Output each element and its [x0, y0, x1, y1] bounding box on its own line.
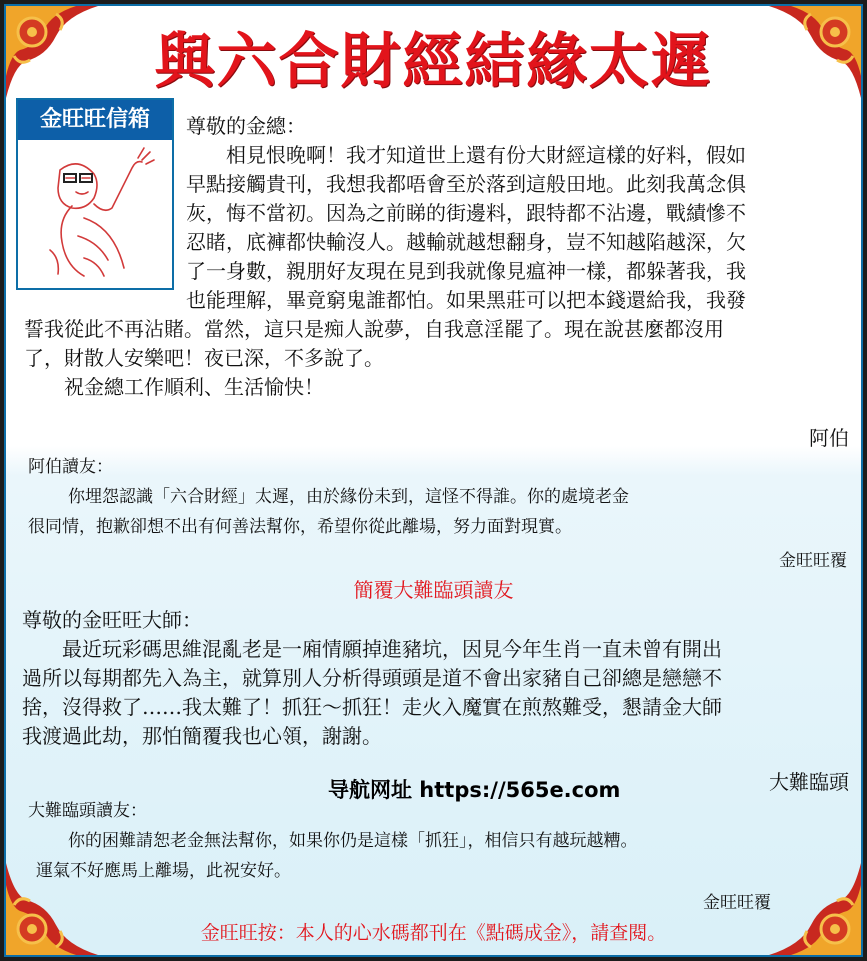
reply-salutation: 阿伯讀友： — [28, 457, 113, 477]
letter-line: 我渡過此劫，那怕簡覆我也心領，謝謝。 — [22, 724, 382, 748]
letter-line: 過所以每期都先入為主，就算別人分析得頭頭是道不會出家豬自己卻總是戀戀不 — [22, 666, 722, 690]
mailbox-badge — [16, 98, 174, 290]
letter-salutation: 尊敬的金旺旺大師： — [22, 608, 202, 632]
letter-closing: 祝金總工作順利、生活愉快！ — [64, 375, 324, 399]
letter-signature: 大難臨頭 — [769, 770, 849, 794]
page-title: 與六合財經結緣太遲 — [154, 27, 713, 97]
letter-line: 捨，沒得救了……我太難了！抓狂～抓狂！走火入魔實在煎熬難受，懇請金大師 — [22, 695, 722, 719]
footer-note: 金旺旺按：本人的心水碼都刊在《點碼成金》，請查閱。 — [200, 922, 667, 944]
reply-line: 運氣不好應馬上離場，此祝安好。 — [36, 861, 291, 881]
man-sketch-icon — [20, 140, 170, 286]
letter-line: 了一身數，親朋好友現在見到我就像見瘟神一樣，都躲著我，我 — [186, 259, 746, 283]
reply-line: 你埋怨認識「六合財經」太遲，由於緣份未到，這怪不得誰。你的處境老金 — [68, 487, 629, 507]
reply-body — [28, 452, 629, 542]
reply-signature: 金旺旺覆 — [703, 893, 771, 913]
letter-line: 最近玩彩碼思維混亂老是一廂情願掉進豬坑，因見今年生肖一直未曾有開出 — [62, 637, 722, 661]
reply-line: 很同情，抱歉卻想不出有何善法幫你，希望你從此離場，努力面對現實。 — [28, 517, 572, 537]
reply-signature: 金旺旺覆 — [779, 551, 847, 571]
mailbox-label: 金旺旺信箱 — [18, 100, 172, 140]
letter-signature: 阿伯 — [809, 426, 849, 450]
newspaper-page — [4, 4, 863, 957]
letter-line: 誓我從此不再沾賭。當然，這只是痴人說夢，自我意淫罷了。現在說甚麼都沒用 — [24, 317, 724, 341]
reply-line: 你的困難請恕老金無法幫你，如果你仍是這樣「抓狂」，相信只有越玩越糟。 — [68, 831, 638, 851]
section-heading: 簡覆大難臨頭讀友 — [353, 578, 514, 602]
site-watermark: 导航网址 https://565e.com — [328, 778, 621, 802]
letter-line: 了，財散人安樂吧！夜已深，不多說了。 — [24, 346, 384, 370]
reply-body — [28, 796, 638, 886]
letter-line: 相見恨晚啊！我才知道世上還有份大財經這樣的好料，假如 — [226, 143, 746, 167]
letter-line: 灰，悔不當初。因為之前睇的街邊料，跟特都不沾邊，戰績慘不 — [186, 201, 746, 225]
letter-line: 也能理解，畢竟窮鬼誰都怕。如果黑莊可以把本錢還給我，我發 — [186, 288, 746, 312]
letter-salutation: 尊敬的金總： — [186, 114, 306, 138]
letter-line: 忍睹，底褲都快輸沒人。越輸就越想翻身，豈不知越陷越深，欠 — [186, 230, 746, 254]
reply-salutation: 大難臨頭讀友： — [28, 801, 147, 821]
letter-line: 早點接觸貴刊，我想我都唔會至於落到這般田地。此刻我萬念俱 — [186, 172, 746, 196]
letter-body — [22, 606, 722, 751]
